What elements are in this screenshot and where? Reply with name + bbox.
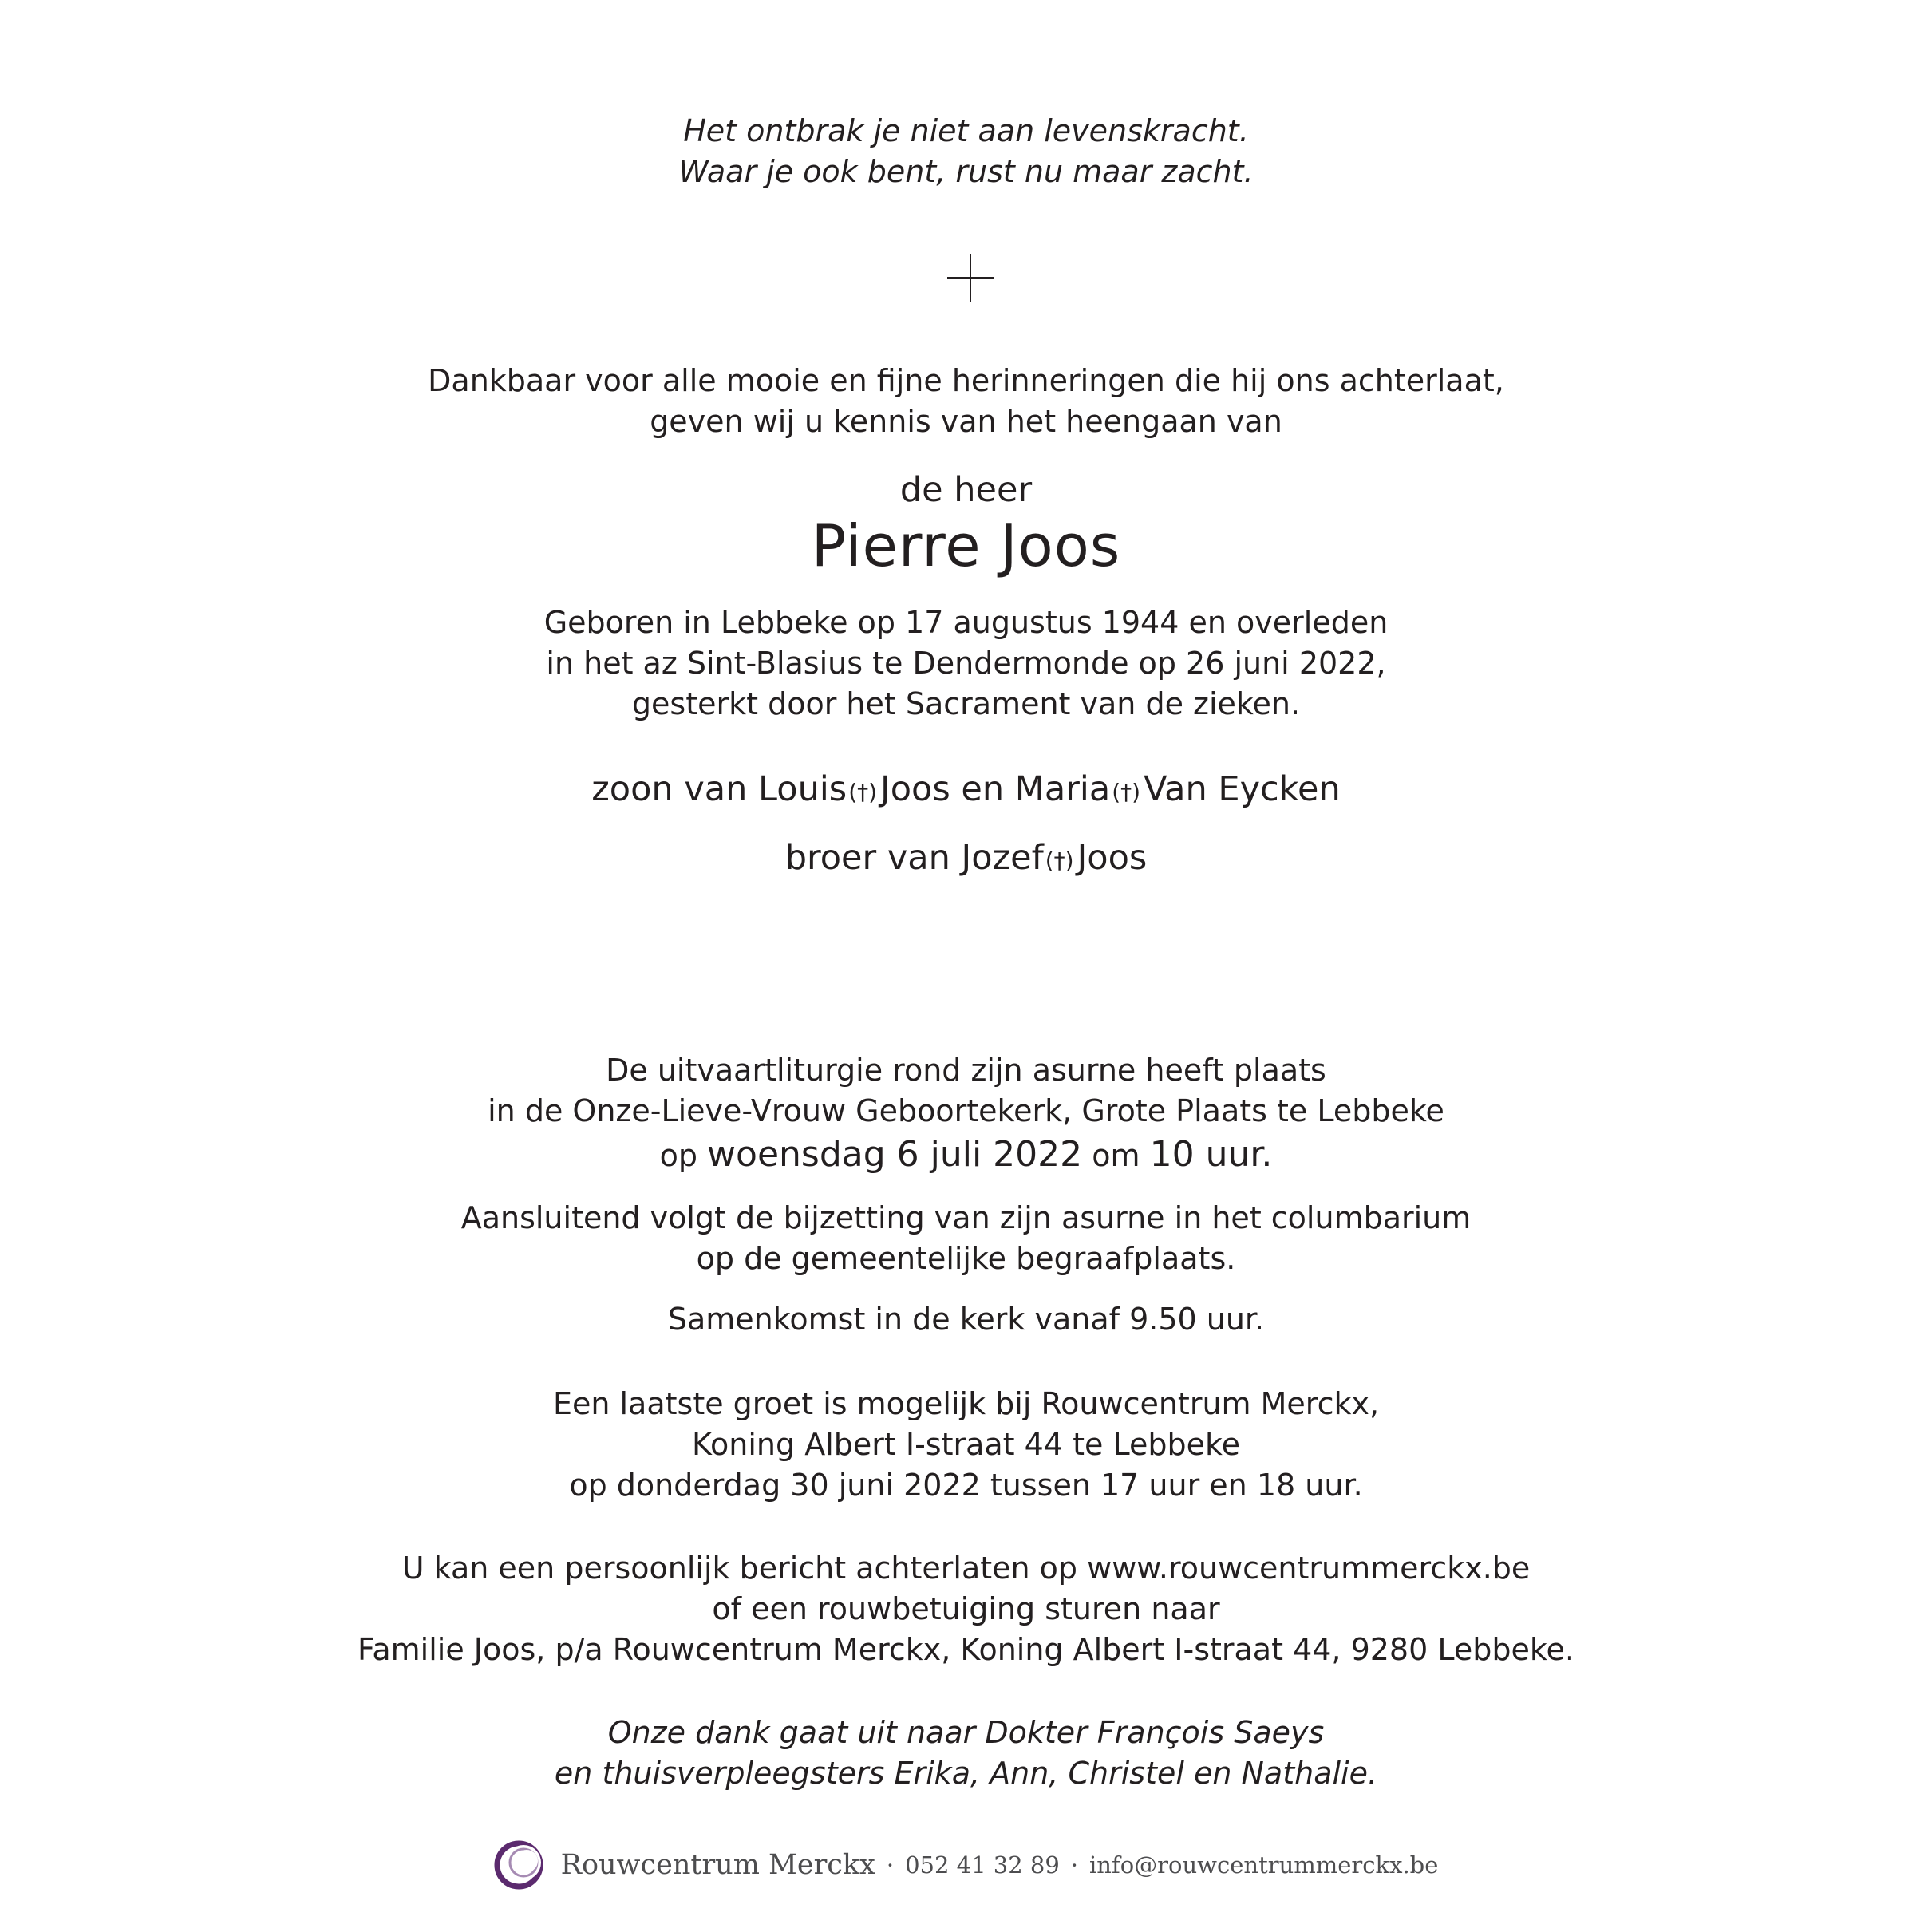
son-of-suffix: Van Eycken [1144, 769, 1341, 809]
farewell-line-2: Koning Albert I-straat 44 te Lebbeke [692, 1427, 1240, 1462]
funeral-at: om [1092, 1138, 1140, 1173]
brother-of-prefix: broer van Jozef [784, 838, 1044, 878]
life-line-2: in het az Sint-Blasius te Dendermonde op 26 juni 2022, [546, 646, 1386, 681]
message-line-2: of een rouwbetuiging sturen naar [712, 1591, 1220, 1626]
brother-of-suffix: Joos [1077, 838, 1148, 878]
footer-separator: · [1070, 1851, 1079, 1879]
announcement-line-2: geven wij u kennis van het heengaan van [650, 404, 1282, 439]
gathering-line: Samenkomst in de kerk vanaf 9.50 uur. [667, 1302, 1265, 1337]
footer-brand: Rouwcentrum Merckx [560, 1849, 875, 1881]
footer-phone: 052 41 32 89 [905, 1851, 1060, 1879]
thanks-line-1: Onze dank gaat uit naar Dokter François Saeys [607, 1715, 1325, 1750]
funeral-time: 10 uur. [1149, 1134, 1273, 1175]
thanks-line-2: en thuisverpleegsters Erika, Ann, Christel en Nathalie. [554, 1756, 1378, 1791]
son-of-middle: Joos en Maria [880, 769, 1111, 809]
message-line-1: U kan een persoonlijk bericht achterlaten op www.rouwcentrummerckx.be [401, 1551, 1531, 1586]
dagger-mark: (†) [848, 779, 878, 805]
quote-line-1: Het ontbrak je niet aan levenskracht. [683, 113, 1249, 148]
farewell-line-3: op donderdag 30 juni 2022 tussen 17 uur en 18 uur. [569, 1468, 1363, 1503]
funeral-line-3 [0, 1134, 1932, 1176]
funeral-line-1: De uitvaartliturgie rond zijn asurne heeft plaats [606, 1053, 1326, 1088]
burial-line-2: op de gemeentelijke begraafplaats. [696, 1241, 1236, 1276]
burial-line-1: Aansluitend volgt de bijzetting van zijn asurne in het columbarium [460, 1200, 1472, 1235]
son-of-prefix: zoon van Louis [591, 769, 847, 809]
dagger-mark: (†) [1112, 779, 1141, 805]
dagger-mark: (†) [1045, 847, 1074, 874]
crescent-logo-icon [494, 1840, 543, 1890]
cross-icon [947, 254, 994, 302]
son-of-line [0, 768, 1932, 814]
message-line-3: Familie Joos, p/a Rouwcentrum Merckx, Koning Albert I-straat 44, 9280 Lebbeke. [358, 1632, 1574, 1667]
funeral-on: op [659, 1138, 697, 1173]
funeral-date: woensdag 6 juli 2022 [707, 1134, 1083, 1175]
footer-email[interactable]: info@rouwcentrummerckx.be [1089, 1851, 1439, 1879]
footer [0, 1837, 1932, 1893]
deceased-name: Pierre Joos [811, 512, 1121, 579]
footer-separator: · [886, 1851, 895, 1879]
brother-of-line [0, 836, 1932, 883]
deceased-title: de heer [899, 470, 1033, 510]
life-line-3: gesterkt door het Sacrament van de zieken. [631, 686, 1301, 721]
funeral-line-2: in de Onze-Lieve-Vrouw Geboortekerk, Grote Plaats te Lebbeke [488, 1093, 1444, 1128]
announcement-line-1: Dankbaar voor alle mooie en fijne herinneringen die hij ons achterlaat, [428, 363, 1504, 398]
farewell-line-1: Een laatste groet is mogelijk bij Rouwcentrum Merckx, [552, 1386, 1380, 1421]
quote-line-2: Waar je ook bent, rust nu maar zacht. [678, 154, 1254, 189]
life-line-1: Geboren in Lebbeke op 17 augustus 1944 en overleden [543, 605, 1389, 640]
